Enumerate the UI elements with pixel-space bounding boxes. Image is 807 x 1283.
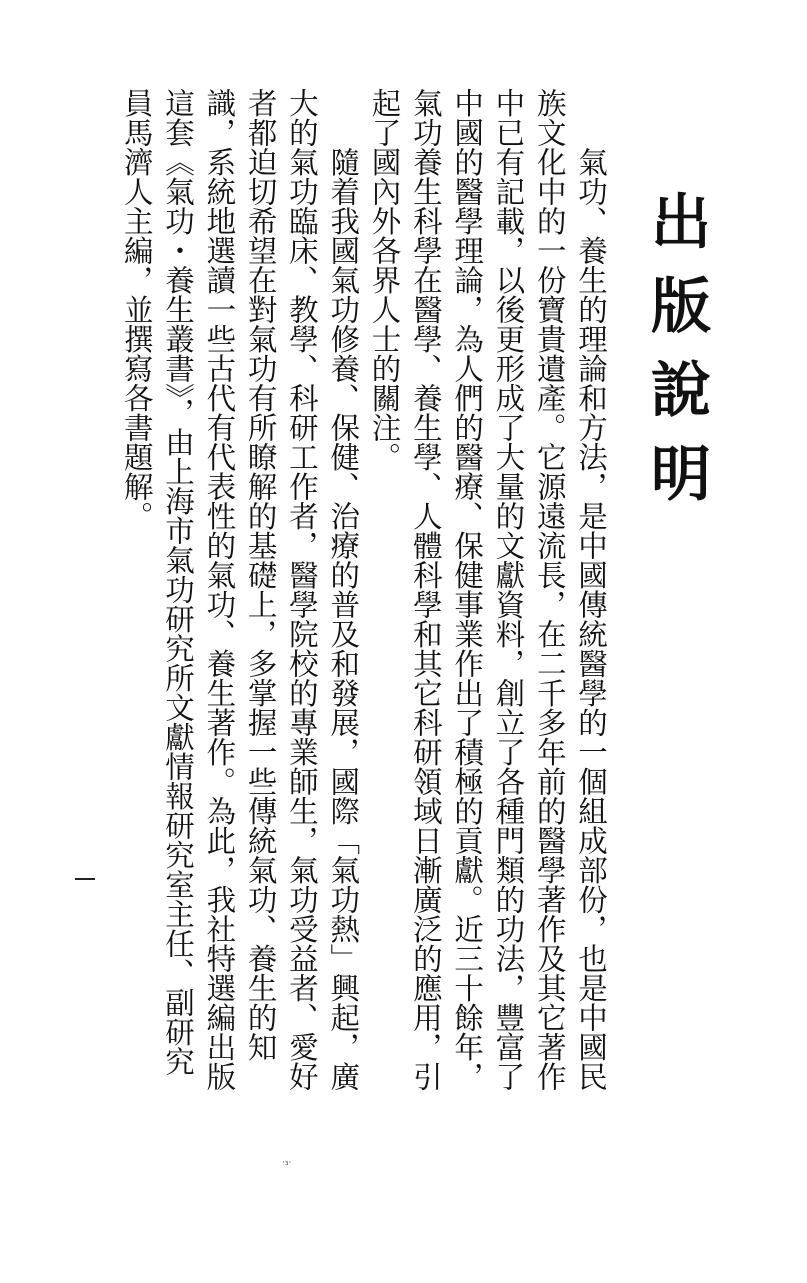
paragraph-2: 隨着我國氣功修養、保健、治療的普及和發展，國際「氣功熱」興起，廣大的氣功臨床、教學、科研工作者，醫學院校的專業師生，氣功受益者、愛好者都迫切希望在對氣功有所瞭解的基礎上，多掌握一些傳統氣功、養生的知識，系統地選讀一些古代有代表性的氣功、養生著作。為此，我社特選編出版這套《氣功・養生叢書》，由上海市氣功研究所文獻情報研究室主任、副研究員馬濟人主編，並撰寫各書題解。 [119, 88, 361, 1091]
margin-mark [75, 878, 95, 880]
page-title: 出版說明 [641, 190, 711, 526]
page-number-mark: ·₃· [282, 1158, 292, 1168]
paragraph-1: 氣功、養生的理論和方法，是中國傳統醫學的一個組成部份，也是中國民族文化中的一份寶貴遺產。它源遠流長，在二千多年前的醫學著作及其它著作中已有記載，以後更形成了大量的文獻資料，創立了各種門類的功法，豐富了中國的醫學理論，為人們的醫療、保健事業作出了積極的貢獻。近三十餘年，氣功養生科學在醫學、養生學、人體科學和其它科研領域日漸廣泛的應用，引起了國內外各界人士的關注。 [367, 88, 608, 1091]
body-text [115, 88, 611, 1098]
